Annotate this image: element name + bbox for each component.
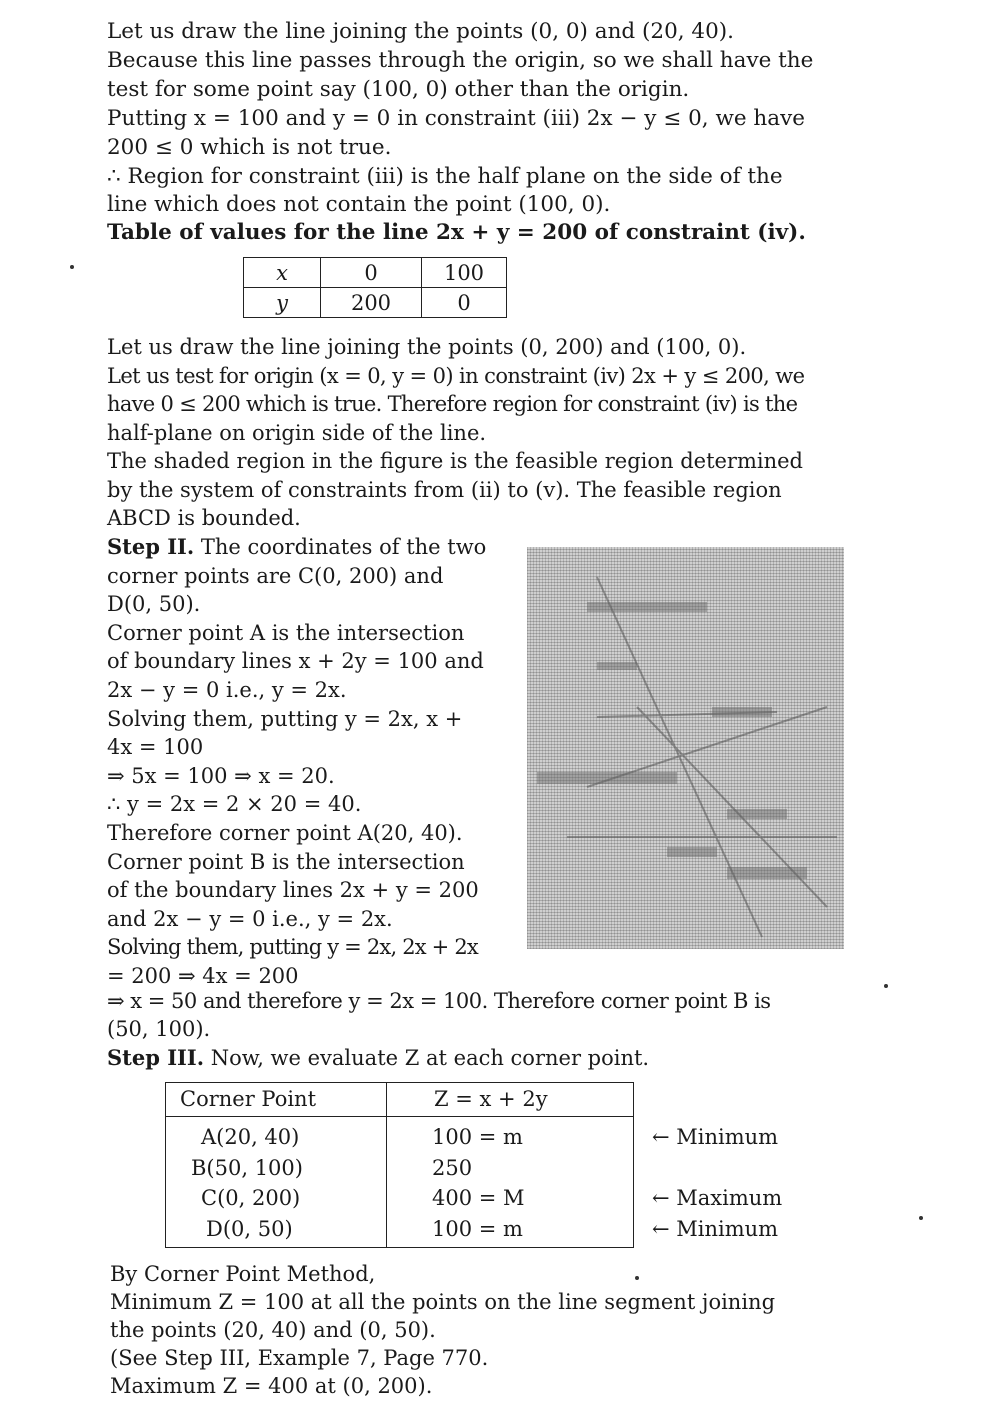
step-2-heading: Step II. xyxy=(107,534,195,559)
table-cell: 250 xyxy=(432,1156,473,1180)
text-line: Corner point A is the intersection xyxy=(107,620,465,645)
scan-speck xyxy=(635,1276,639,1280)
text-line: of the boundary lines 2x + y = 200 xyxy=(107,878,479,903)
corner-point-table xyxy=(165,1082,634,1248)
scan-speck xyxy=(884,984,888,988)
minimum-note: ← Minimum xyxy=(652,1125,779,1149)
text-line: ⇒ x = 50 and therefore y = 2x = 100. Therefore corner point B is xyxy=(107,989,771,1013)
figure-graphic xyxy=(527,547,844,949)
table-cell: 200 xyxy=(321,288,422,318)
text-line: D(0, 50). xyxy=(107,592,201,617)
text-line: line which does not contain the point (100, 0). xyxy=(107,192,611,217)
step-3-heading: Step III. xyxy=(107,1045,205,1070)
text-line: ∴ Region for constraint (iii) is the half plane on the side of the xyxy=(107,164,783,189)
x-label: x xyxy=(244,258,321,288)
table-cell: 100 xyxy=(422,258,507,288)
text-line: (50, 100). xyxy=(107,1017,211,1041)
text-line: = 200 ⇒ 4x = 200 xyxy=(107,963,299,988)
text-line: (See Step III, Example 7, Page 770. xyxy=(110,1346,489,1370)
table-cell: 400 = M xyxy=(432,1186,525,1210)
maximum-note: ← Maximum xyxy=(652,1186,783,1210)
table-cell: 0 xyxy=(422,288,507,318)
y-label: y xyxy=(244,288,321,318)
scan-speck xyxy=(919,1216,923,1220)
table-cell: B(50, 100) xyxy=(191,1156,303,1180)
table-cell: C(0, 200) xyxy=(201,1186,301,1210)
text-line: have 0 ≤ 200 which is true. Therefore region for constraint (iv) is the xyxy=(107,392,798,416)
column-header: Z = x + 2y xyxy=(434,1087,548,1111)
feasible-region-figure xyxy=(527,547,844,949)
text-line: 2x − y = 0 i.e., y = 2x. xyxy=(107,677,347,702)
text-line: Because this line passes through the origin, so we shall have the xyxy=(107,48,814,73)
text-line: ⇒ 5x = 100 ⇒ x = 20. xyxy=(107,763,335,788)
minimum-note: ← Minimum xyxy=(652,1217,779,1241)
text-line: corner points are C(0, 200) and xyxy=(107,563,444,588)
text-line: Putting x = 100 and y = 0 in constraint (iii) 2x − y ≤ 0, we have xyxy=(107,106,805,131)
text-line: Let us draw the line joining the points (0, 0) and (20, 40). xyxy=(107,19,735,44)
column-header: Corner Point xyxy=(180,1087,317,1111)
text-line: By Corner Point Method, xyxy=(110,1262,376,1286)
text-line: by the system of constraints from (ii) to (v). The feasible region xyxy=(107,478,782,502)
text-line: Let us test for origin (x = 0, y = 0) in constraint (iv) 2x + y ≤ 200, we xyxy=(107,364,805,388)
table-cell: D(0, 50) xyxy=(206,1217,293,1241)
table-row xyxy=(244,288,507,318)
text-line: test for some point say (100, 0) other than the origin. xyxy=(107,77,690,102)
text-line: Minimum Z = 100 at all the points on the line segment joining xyxy=(110,1290,776,1314)
text-line: 4x = 100 xyxy=(107,735,204,760)
table-cell: 100 = m xyxy=(432,1125,523,1149)
text-line: Let us draw the line joining the points (0, 200) and (100, 0). xyxy=(107,335,747,359)
text-line: and 2x − y = 0 i.e., y = 2x. xyxy=(107,906,393,931)
step-2-column xyxy=(107,533,502,991)
text-line: The coordinates of the two xyxy=(194,535,487,559)
text-line: half-plane on origin side of the line. xyxy=(107,421,487,445)
text-line: the points (20, 40) and (0, 50). xyxy=(110,1318,436,1342)
text-line: The shaded region in the figure is the feasible region determined xyxy=(107,449,803,473)
table-cell: 100 = m xyxy=(432,1217,523,1241)
table-cell: A(20, 40) xyxy=(201,1125,300,1149)
text-line: Maximum Z = 400 at (0, 200). xyxy=(110,1374,433,1398)
values-table xyxy=(243,257,507,318)
scan-speck xyxy=(70,265,74,269)
text-line: Corner point B is the intersection xyxy=(107,849,465,874)
text-line: Solving them, putting y = 2x, x + xyxy=(107,706,463,731)
text-line: Solving them, putting y = 2x, 2x + 2x xyxy=(107,935,478,960)
text-line: of boundary lines x + 2y = 100 and xyxy=(107,649,484,674)
table-heading: Table of values for the line 2x + y = 200 of constraint (iv). xyxy=(107,220,806,245)
text-line: Therefore corner point A(20, 40). xyxy=(107,820,463,845)
text-line: ∴ y = 2x = 2 × 20 = 40. xyxy=(107,792,362,817)
text-line: Now, we evaluate Z at each corner point. xyxy=(204,1046,650,1070)
text-line: 200 ≤ 0 which is not true. xyxy=(107,135,392,160)
table-row xyxy=(244,258,507,288)
text-line: ABCD is bounded. xyxy=(107,506,301,530)
table-cell: 0 xyxy=(321,258,422,288)
